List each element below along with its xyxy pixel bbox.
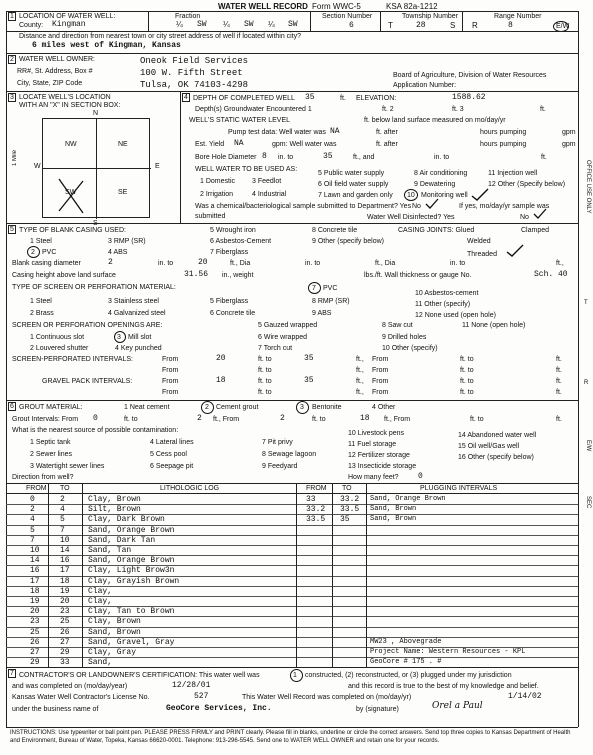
gravel-intervals-label: GRAVEL PACK INTERVALS: bbox=[42, 378, 133, 385]
plug-from: 33.2 bbox=[306, 505, 326, 515]
owner-name: Oneok Field Services bbox=[140, 56, 249, 66]
county-label: County: bbox=[19, 22, 44, 29]
casing-diameter: 2 bbox=[108, 258, 113, 267]
elevation-value: 1588.62 bbox=[452, 93, 486, 102]
screen-from: 20 bbox=[216, 354, 226, 363]
gravel-to: 35 bbox=[304, 376, 314, 385]
lithologic-log-header: LITHOLOGIC LOG bbox=[160, 485, 220, 492]
mill-slot: Mill slot bbox=[128, 334, 152, 341]
log-to: 33 bbox=[60, 658, 70, 668]
use-label: WELL WATER TO BE USED AS: bbox=[195, 166, 298, 173]
plug-to: 35 bbox=[340, 515, 350, 525]
log-description: Clay, Brown bbox=[88, 617, 141, 627]
application-number-label: Application Number: bbox=[393, 82, 457, 89]
casing-depth: 20 bbox=[198, 258, 208, 267]
log-description: Clay, Dark Brown bbox=[88, 515, 165, 525]
log-from: 4 bbox=[30, 515, 35, 525]
log-to: 17 bbox=[60, 566, 70, 576]
wall-thickness: Sch. 40 bbox=[534, 270, 568, 279]
ne-quadrant: NE bbox=[118, 141, 128, 148]
log-to: 16 bbox=[60, 556, 70, 566]
completion-date: 12/28/01 bbox=[172, 681, 211, 690]
log-to: 5 bbox=[60, 515, 65, 525]
plugging-intervals-header: PLUGGING INTERVALS bbox=[420, 485, 498, 492]
log-to: 10 bbox=[60, 535, 70, 545]
log-to: 27 bbox=[60, 637, 70, 647]
table-row bbox=[0, 535, 562, 546]
log-from: 10 bbox=[30, 546, 40, 555]
pvc-screen: PVC bbox=[323, 285, 338, 292]
range-label: Range Number bbox=[494, 13, 542, 20]
depth-label: DEPTH OF COMPLETED WELL bbox=[193, 95, 295, 102]
log-description: Sand, Tan bbox=[88, 546, 132, 555]
monitoring-well: Monitoring well bbox=[421, 192, 468, 199]
plug-to: 33.5 bbox=[340, 505, 360, 515]
owner-city: Tulsa, OK 74103-4298 bbox=[140, 80, 249, 90]
table-row bbox=[0, 616, 562, 627]
bore-depth: 35 bbox=[323, 152, 333, 161]
log-description: Clay, Brown bbox=[88, 495, 141, 504]
screen-intervals-label: SCREEN-PERFORATED INTERVALS: bbox=[12, 356, 133, 363]
log-to: 18 bbox=[60, 576, 70, 586]
license-number: 527 bbox=[194, 692, 209, 701]
distance-label: Distance and direction from nearest town or city street address of well if located within city? bbox=[19, 33, 302, 40]
owner-label: WATER WELL OWNER: bbox=[19, 56, 95, 63]
plug-from: 33 bbox=[306, 495, 316, 504]
pump-test-value: NA bbox=[330, 127, 340, 136]
table-row bbox=[0, 647, 562, 658]
plug-to: 33.2 bbox=[340, 495, 360, 504]
log-from: 17 bbox=[30, 576, 40, 586]
log-to: 29 bbox=[60, 648, 70, 657]
office-use-label: OFFICE USE ONLY bbox=[585, 160, 591, 214]
table-row bbox=[0, 586, 562, 597]
log-to: 20 bbox=[60, 597, 70, 606]
log-description: Silt, Brown bbox=[88, 505, 141, 515]
ksa-statute: KSA 82a-1212 bbox=[386, 2, 438, 11]
log-to: 14 bbox=[60, 546, 70, 555]
log-description: Clay, Light Brow3n bbox=[88, 566, 175, 576]
screen-to: 35 bbox=[304, 354, 314, 363]
static-level-label: WELL'S STATIC WATER LEVEL bbox=[189, 117, 291, 124]
check-icon bbox=[424, 198, 440, 210]
business-name: GeoCore Services, Inc. bbox=[166, 704, 272, 713]
screen-material-label: TYPE OF SCREEN OR PERFORATION MATERIAL: bbox=[12, 284, 176, 291]
bentonite: Bentonite bbox=[312, 404, 342, 411]
table-row bbox=[0, 565, 562, 576]
plug-from: 33.5 bbox=[306, 515, 326, 525]
signature: Orel a Paul bbox=[432, 701, 483, 711]
log-description: Sand, Gravel, Gray bbox=[88, 637, 175, 647]
nw-quadrant: NW bbox=[65, 141, 77, 148]
log-to: 7 bbox=[60, 525, 65, 535]
check-icon bbox=[470, 188, 490, 202]
log-description: Clay, Grayish Brown bbox=[88, 576, 180, 586]
plug-description: GeoCore # 175 . # bbox=[370, 658, 442, 667]
check-icon bbox=[505, 244, 525, 258]
grout-label: GROUT MATERIAL: bbox=[19, 404, 83, 411]
plug-description: MW23 , Abovegrade bbox=[370, 637, 442, 646]
county-value: Kingman bbox=[52, 20, 86, 29]
range-ew: E/W bbox=[556, 23, 570, 30]
log-from: 16 bbox=[30, 566, 40, 576]
log-description: Clay, bbox=[88, 597, 113, 606]
record-date: 1/14/02 bbox=[508, 692, 542, 701]
table-row bbox=[0, 494, 562, 505]
location-x-mark bbox=[43, 119, 151, 219]
township-number: 28 bbox=[416, 21, 426, 30]
water-well-record-form: WATER WELL RECORD Form WWC-5 KSA 82a-1212 1 LOCATION OF WATER WELL: County: Kingman Fraction ¼ SW ¼ SW ¼ SW Section Number 6 Township Number T 28 S Range Number R 8 E/W Distance and direction from nearest town or city street address of well if located within city? 6 miles west of Kingman, Kansas 2 WATER WELL OWNER: RR#, St. Address, Box # City, State, ZIP Code Oneok Field Services 100 W. Fifth Street Tulsa, OK 74103-4298 Board of Agriculture, Division of Water Resources Application Number: 3 LOCATE WELL'S LOCATION WITH AN "X" IN SECTION BOX: NW NE SW SE N S W E 1 Mile 4 DEPTH OF COMPLETED WELL 35 ft. ELEVATION: 1588.62 Depth(s) Groundwater Encountered 1 ft. 2 ft. 3 ft. WELL'S STATIC WATER LEVEL ft. below land surface measured on mo/day/yr Pump test data: Well water was NA ft. after hours pumping gpm Est. Yield NA gpm: Well water was ft. after hours pumping gpm Bore Hole Diameter 8 in. to 35 ft., and in. to ft. WELL WATER TO BE USED AS: 1 Domestic 3 Feedlot 5 Public water supply 8 Air conditioning 11 Injection well 6 Oil field water supply 9 Dewatering 12 Other (Specify below) 2 Irrigation 4 Industrial 7 Lawn and garden only 10 Monitoring well Was a chemical/bacteriological sample submitted to Department? Yes No If yes, mo/day/yr sample was submitted Water Well Disinfected? Yes No 5 TYPE OF BLANK CASING USED: 5 Wrought iron 8 Concrete tile CASING JOINTS: Glued Clamped 1 Steel 3 RMP (SR) 6 Asbestos-Cement 9 Other (specify below) Welded 2 PVC 4 ABS 7 Fiberglass Threaded Blank casing diameter 2 in. to 20 ft., Dia in. to ft., Dia in. to ft., Casing height above land surface 31.56 in., weight lbs./ft. Wall thickness or gauge No. Sch. 40 TYPE OF SCREEN OR PERFORATION MATERIAL: 7 PVC 10 Asbestos-cement 1 Steel 3 Stainless steel 5 Fiberglass 8 RMP (SR) 11 Other (specify) 2 Brass 4 Galvanized steel 6 Concrete tile 9 ABS 12 None used (open hole) SCREEN OR PERFORATION OPENINGS ARE: 5 Gauzed wrapped 8 Saw cut 11 None (open hole) 1 Continuous slot 3 Mill slot 6 Wire wrapped 9 Drilled holes 2 Louvered shutter 4 Key punched 7 Torch cut 10 Other (specify) SCREEN-PERFORATED INTERVALS: From 20 ft. to 35 ft., From ft. to ft. From ft. to ft., From ft. to ft. GRAVEL PACK INTERVALS: From 18 ft. to 35 ft., From ft. to ft. From ft. to ft., From ft. to ft. 6 GROUT MATERIAL: 1 Neat cement 2 Cement grout 3 Bentonite 4 Other Grout Intervals: From 0 ft. to 2 ft., From 2 ft. to 18 ft., From ft. to ft. What is the nearest source of possible contamination: 1 Septic tank 4 Lateral lines 7 Pit privy 10 Livestock pens 14 Abandoned water well 2 Sewer lines 5 Cess pool 8 Sewage lagoon 11 Fuel storage 15 Oil well/Gas well 3 Watertight sewer lines 6 Seepage pit 9 Feedyard 12 Fertilizer storage 16 Other (specify below) 13 Insecticide storage Direction from well? How many feet? 0 FROM TO LITHOLOGIC LOG FROM TO PLUGGING INTERVALS 0 2 Clay, Brown 33 33.2 Sand, Orange Brown 2 4 Silt, Brown 33.2 33.5 Sand, Brown 4 5 Clay, Dark Brown 33.5 35 Sand, Brown 5 7 Sand, Orange Brown 7 10 Sand, Dark Tan 10 14 Sand, Tan 14 16 Sand, Orange Brown 16 17 Clay, Light Brow3n 17 18 Clay, Grayish Brown 18 19 Clay, 19 20 Clay, 20 23 Clay, Tan to Brown 23 25 Clay, Brown 25 26 Sand, Brown 26 27 Sand, Gravel, Gray MW23 , Abovegrade 27 29 Clay, Gray Project Name: Western Resources - KPL 29 33 Sand, GeoCore # 175 . # 7 CONTRACTOR'S OR LANDOWNER'S CERTIFICATION: This water well was 1 constructed, (2) reconstructed, or (3) plugged under my jurisdiction and was completed on (mo/day/year) 12/28/01 and this record is true to the best of my knowledge and belief. Kansas Water Well Contractor's License No. 527 This Water Well Record was completed on (mo/day/yr) 1/14/02 under the business name of GeoCore Services, Inc. by (signature) Orel a Paul INSTRUCTIONS: Use typewriter or ball point pen. PLEASE PRESS FIRMLY and PRINT clearly. Please fill in blanks, underline or circle the correct answers. Send top three copies to Kansas Department of Health and Environment, Bureau of Water, Topeka, Kansas 66620-0001. Telephone: 913-296-5545. Send one to WATER WELL OWNER and retain one for your records. OFFICE USE ONLY T R E/W SEC bbox=[0, 0, 593, 755]
log-from: 23 bbox=[30, 617, 40, 627]
monitoring-circle bbox=[404, 189, 418, 201]
table-row bbox=[0, 525, 562, 536]
gravel-from: 18 bbox=[216, 376, 226, 385]
pvc-casing: PVC bbox=[42, 249, 57, 256]
log-to: 19 bbox=[60, 586, 70, 596]
locate-label: LOCATE WELL'S LOCATION bbox=[19, 94, 111, 101]
cement-grout: Cement grout bbox=[216, 404, 259, 411]
log-from: 29 bbox=[30, 658, 40, 668]
log-to: 26 bbox=[60, 627, 70, 637]
plug-description: Sand, Brown bbox=[370, 515, 417, 524]
table-row bbox=[0, 627, 562, 638]
section-number-label: Section Number bbox=[322, 13, 373, 20]
fraction-2: SW bbox=[244, 20, 254, 29]
table-row bbox=[0, 637, 562, 648]
casing-height: 31.56 bbox=[184, 270, 209, 279]
log-from: 27 bbox=[30, 648, 40, 657]
log-to: 2 bbox=[60, 495, 65, 504]
log-from: 19 bbox=[30, 597, 40, 606]
section-number: 6 bbox=[349, 21, 354, 30]
log-description: Sand, Orange Brown bbox=[88, 556, 175, 566]
fraction-1: SW bbox=[197, 20, 207, 29]
table-row bbox=[0, 504, 562, 515]
certification-label: CONTRACTOR'S OR LANDOWNER'S CERTIFICATION: This water well was bbox=[19, 672, 260, 679]
distance-value: 6 miles west of Kingman, Kansas bbox=[32, 41, 181, 50]
casing-label: TYPE OF BLANK CASING USED: bbox=[19, 227, 126, 234]
log-description: Sand, Dark Tan bbox=[88, 535, 156, 545]
township-label: Township Number bbox=[402, 13, 459, 20]
depth-value: 35 bbox=[305, 93, 315, 102]
log-from: 0 bbox=[30, 495, 35, 504]
log-from: 20 bbox=[30, 607, 40, 617]
grout-to-2: 18 bbox=[360, 414, 370, 423]
grout-from-1: 0 bbox=[93, 414, 98, 423]
log-from: 25 bbox=[30, 627, 40, 637]
log-description: Clay, Gray bbox=[88, 648, 137, 657]
form-number: Form WWC-5 bbox=[312, 2, 361, 11]
se-quadrant: SE bbox=[118, 189, 128, 196]
how-many-feet: 0 bbox=[418, 472, 423, 481]
plug-description: Sand, Orange Brown bbox=[370, 495, 446, 503]
log-from: 26 bbox=[30, 637, 40, 647]
log-description: Clay, bbox=[88, 586, 113, 596]
log-from: 2 bbox=[30, 505, 35, 515]
table-row bbox=[0, 596, 562, 607]
plug-description: Sand, Brown bbox=[370, 505, 417, 514]
table-row bbox=[0, 545, 562, 556]
owner-address: 100 W. Fifth Street bbox=[140, 68, 243, 78]
log-description: Sand, bbox=[88, 658, 113, 668]
fraction-label: Fraction bbox=[175, 13, 201, 20]
log-description: Sand, Brown bbox=[88, 627, 141, 637]
log-from: 5 bbox=[30, 525, 35, 535]
log-from: 7 bbox=[30, 535, 35, 545]
table-row bbox=[0, 576, 562, 587]
mile-label: 1 Mile bbox=[12, 150, 18, 167]
bore-diameter: 8 bbox=[262, 152, 267, 161]
sw-quadrant: SW bbox=[65, 189, 77, 196]
log-to: 4 bbox=[60, 505, 65, 515]
form-title: WATER WELL RECORD bbox=[218, 2, 308, 11]
fraction-3: SW bbox=[288, 20, 298, 29]
instructions: INSTRUCTIONS: Use typewriter or ball point pen. PLEASE PRESS FIRMLY and PRINT clearly. Please fill in blanks, underline or circle the correct answers. Send top three copies to Kansas Department of Health and Environment, Bureau of Water, Topeka, Kansas 66620-0001. Telephone: 913-296-5545. Send one to WATER WELL OWNER and retain one for your records. bbox=[10, 730, 571, 744]
section1-label: LOCATION OF WATER WELL: bbox=[19, 13, 116, 20]
contamination-label: What is the nearest source of possible contamination: bbox=[12, 427, 179, 434]
range-number: 8 bbox=[508, 21, 513, 30]
grout-to-1: 2 bbox=[197, 414, 202, 423]
plug-description: Project Name: Western Resources - KPL bbox=[370, 648, 526, 656]
grout-from-2: 2 bbox=[280, 414, 285, 423]
address-label: RR#, St. Address, Box # bbox=[17, 68, 93, 75]
board-label: Board of Agriculture, Division of Water Resources bbox=[393, 72, 547, 79]
log-to: 23 bbox=[60, 607, 70, 617]
openings-label: SCREEN OR PERFORATION OPENINGS ARE: bbox=[12, 322, 163, 329]
check-icon bbox=[532, 208, 548, 220]
elevation-label: ELEVATION: bbox=[356, 95, 397, 102]
section-box bbox=[42, 118, 150, 218]
log-from: 18 bbox=[30, 586, 40, 596]
city-label: City, State, ZIP Code bbox=[17, 80, 83, 87]
table-row bbox=[0, 606, 562, 617]
log-from: 14 bbox=[30, 556, 40, 566]
groundwater-label: Depth(s) Groundwater Encountered 1 bbox=[195, 106, 312, 113]
log-description: Clay, Tan to Brown bbox=[88, 607, 175, 617]
table-row bbox=[0, 514, 562, 525]
log-to: 25 bbox=[60, 617, 70, 627]
table-row bbox=[0, 555, 562, 566]
log-description: Sand, Orange Brown bbox=[88, 525, 175, 535]
yield-value: NA bbox=[234, 139, 244, 148]
